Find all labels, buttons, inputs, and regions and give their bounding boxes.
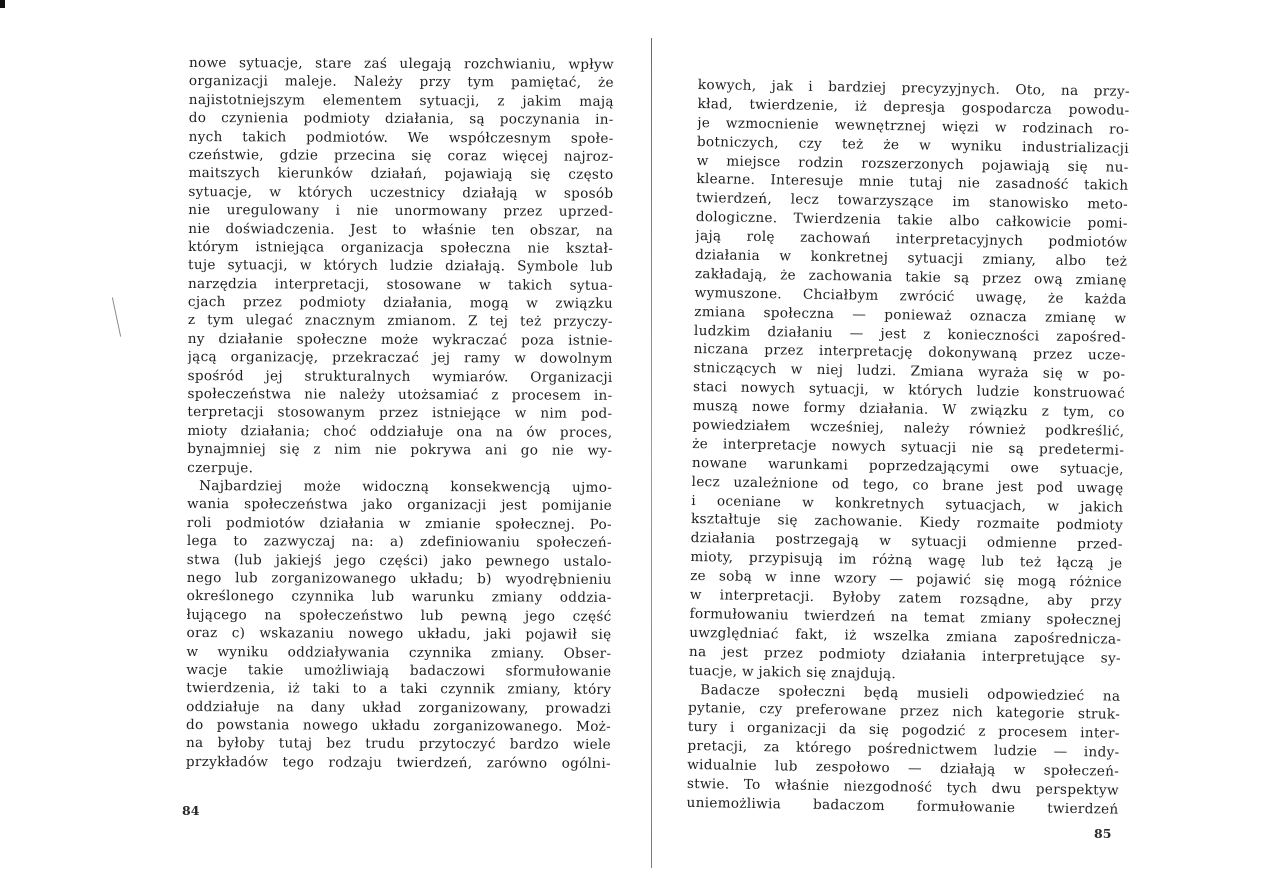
text-line: na byłoby tutaj bez trudu przytoczyć bardzo wiele [185, 735, 612, 754]
text-line: z tym ulegać znacznym zmianom. Z tej też przyczy- [187, 312, 613, 331]
text-line: widualnie lub zespołowo — działają w społeczeń- [687, 756, 1120, 780]
text-line: nowe sytuacje, stare zaś ulegają rozchwianiu, wpływ [188, 54, 614, 73]
text-line: klearne. Interesuje mnie tutaj nie zasadność takich [696, 171, 1129, 195]
text-line: uniemożliwia badaczom formułowanie twierdzeń [686, 794, 1119, 818]
text-line: twierdzenia, iż taki to a taki czynnik zmiany, który [186, 680, 612, 699]
paragraph-end-line: czerpuje. [187, 459, 254, 476]
text-line: ludzkim działaniu — jest z konieczności zapośred- [693, 322, 1127, 346]
text-line: staci nowych sytuacji, w których ludzie konstruować [692, 379, 1126, 402]
text-line: ny działanie społeczne może wykraczać poza istnie- [187, 330, 613, 349]
text-line: wacje takie umożliwiają badaczowi sformułowanie [186, 661, 612, 680]
paragraph-end-line: tuacje, w jakich się znajdują. [688, 662, 897, 682]
text-line: bynajmniej się z nim nie pokrywa ani go nie wy- [187, 441, 613, 460]
page-number: 84 [182, 803, 200, 818]
text-line: je wzmocnienie wewnętrznej więzi w rodzinach ro- [697, 114, 1130, 138]
text-line: tuje sytuacji, w których ludzie działają. Symbole lub [188, 257, 614, 276]
text-line: oddziałuje na dany układ zorganizowany, prowadzi [186, 698, 612, 717]
text-line: zmiana społeczna — ponieważ oznacza zmianę w [694, 303, 1127, 327]
text-line: kształtuje się zachowanie. Kiedy rozmaite podmioty [690, 511, 1124, 535]
text-line: do czynienia podmioty działania, są poczynania in- [188, 110, 614, 129]
text-line: do powstania nowego układu zorganizowanego. Moż- [186, 717, 612, 735]
text-line: mioty, przypisują im różną wagę lub też łączą je [690, 549, 1123, 572]
text-line: botniczych, czy też że w wyniku industrializacji [696, 133, 1130, 157]
text-line: przykładów tego rodzaju twierdzeń, zarówno ogólni- [185, 753, 611, 772]
text-line: wania społeczeństwa jako organizacji jest pomijanie [186, 496, 613, 515]
right-page [652, 0, 1263, 893]
text-line: stniczących w niej ludzi. Zmiana wyraża się w po- [693, 360, 1126, 384]
text-line: na jest przez podmioty działania interpretujące sy- [688, 643, 1122, 667]
text-line: kowych, jak i bardziej precyzyjnych. Oto, na przy- [697, 76, 1130, 100]
text-line: działania w konkretnej sytuacji zmiany, albo też [695, 246, 1128, 270]
left-page-text [186, 54, 614, 773]
text-line: muszą nowe formy działania. W związku z tym, co [692, 398, 1125, 421]
text-line: kład, twierdzenie, iż depresja gospodarcza powodu- [697, 95, 1130, 119]
text-line: narzędzia interpretacji, stosowane w takich sytua- [187, 275, 614, 294]
page-number: 85 [1094, 826, 1112, 841]
text-line: w wyniku oddziaływania czynnika zmiany. Obser- [186, 643, 612, 662]
text-line: stwa (lub jakiejś jego części) jako pewnego ustalo- [186, 551, 612, 570]
text-line: najistotniejszym elementem sytuacji, z jakim mają [188, 91, 614, 110]
text-line: lega to zazwyczaj na: a) zdefiniowaniu społeczeń- [186, 533, 612, 552]
text-line: pytanie, czy preferowane przez nich kategorie struk- [687, 700, 1121, 724]
text-line: i oceniane w konkretnych sytuacjach, w jakich [691, 492, 1124, 516]
text-line: sytuacje, w których uczestnicy działają w sposób [188, 183, 614, 202]
text-line: mioty działania; choć oddziałuje ona na ów proces, [187, 422, 613, 441]
text-line: w miejsce rodzin rozszerzonych pojawiają się nu- [696, 152, 1129, 176]
text-line: maitszych kierunków działań, pojawiają się często [188, 165, 614, 184]
text-line: zakładają, że zachowania takie są przez ową zmianę [694, 265, 1127, 289]
text-line: nie uregulowany i nie unormowany przez uprzed- [188, 202, 614, 220]
text-line: że interpretacje nowych sytuacji nie są predetermi- [692, 435, 1125, 459]
text-line: niczana przez interpretację dokonywaną przez ucze- [693, 341, 1126, 365]
text-line: spośród jej strukturalnych wymiarów. Organizacji [187, 367, 613, 386]
text-line: jącą organizację, przekraczać jej ramy w dowolnym [187, 349, 613, 368]
text-line: powiedziałem wcześniej, należy również podkreślić, [692, 416, 1125, 440]
text-line: formułowaniu twierdzeń na temat zmiany społecznej [689, 605, 1122, 629]
text-line: pretacji, za którego pośrednictwem ludzie — indy- [687, 738, 1120, 761]
text-line: dologiczne. Twierdzenia takie albo całkowicie pomi- [695, 209, 1128, 233]
text-line: uwzględniać fakt, iż wszelka zmiana zapośrednicza- [689, 624, 1122, 648]
text-line: którym istniejąca organizacja społeczna nie kształ- [188, 238, 614, 257]
text-line: określonego czynnika lub warunku zmiany oddzia- [186, 588, 612, 607]
text-line: ze sobą w inne wzory — pojawić się mogą różnice [690, 568, 1123, 591]
text-line: terpretacji stosowanym przez istniejące w nim pod- [187, 404, 613, 423]
paragraph-start-line: Najbardziej może widoczną konsekwencją ujmo- [199, 478, 613, 496]
text-line: cjach przez podmioty działania, mogą w związku [187, 294, 613, 312]
text-line: twierdzeń, lecz towarzyszące im stanowisko meto- [695, 190, 1129, 214]
text-line: wymuszone. Chciałbym zwrócić uwagę, że każda [694, 284, 1127, 308]
paragraph-start-line: Badacze społeczni będą musieli odpowiedzieć na [700, 681, 1121, 705]
text-line: roli podmiotów działania w zmianie społecznej. Po- [186, 514, 612, 533]
text-line: społeczeństwa nie należy utożsamiać z procesem in- [187, 386, 613, 404]
text-line: łującego na społeczeństwo lub pewną jego część [186, 606, 612, 625]
text-line: nego lub zorganizowanego układu; b) wyodrębnieniu [186, 569, 612, 588]
text-line: lecz uzależnione od tego, co brane jest pod uwagę [691, 473, 1124, 497]
text-line: stwie. To właśnie niezgodność tych dwu perspektyw [686, 775, 1119, 799]
text-line: w interpretacji. Byłoby zatem rozsądne, aby przy [689, 586, 1122, 610]
text-line: oraz c) wskazaniu nowego układu, jaki pojawił się [186, 625, 612, 643]
text-line: jają rolę zachowań interpretacyjnych podmiotów [695, 228, 1128, 251]
right-page-text [686, 76, 1130, 819]
text-line: tury i organizacji da się pogodzić z procesem inter- [687, 719, 1120, 742]
text-line: działania postrzegają w sytuacji odmienne przed- [690, 530, 1123, 554]
text-line: czeństwie, gdzie przecina się coraz więcej najroz- [188, 146, 614, 165]
text-line: organizacji maleje. Należy przy tym pamiętać, że [188, 73, 614, 92]
text-line: nowane warunkami poprzedzającymi owe sytuacje, [691, 454, 1124, 478]
text-line: nie doświadczenia. Jest to właśnie ten obszar, na [188, 220, 614, 239]
text-line: nych takich podmiotów. We współczesnym społe- [188, 128, 614, 147]
